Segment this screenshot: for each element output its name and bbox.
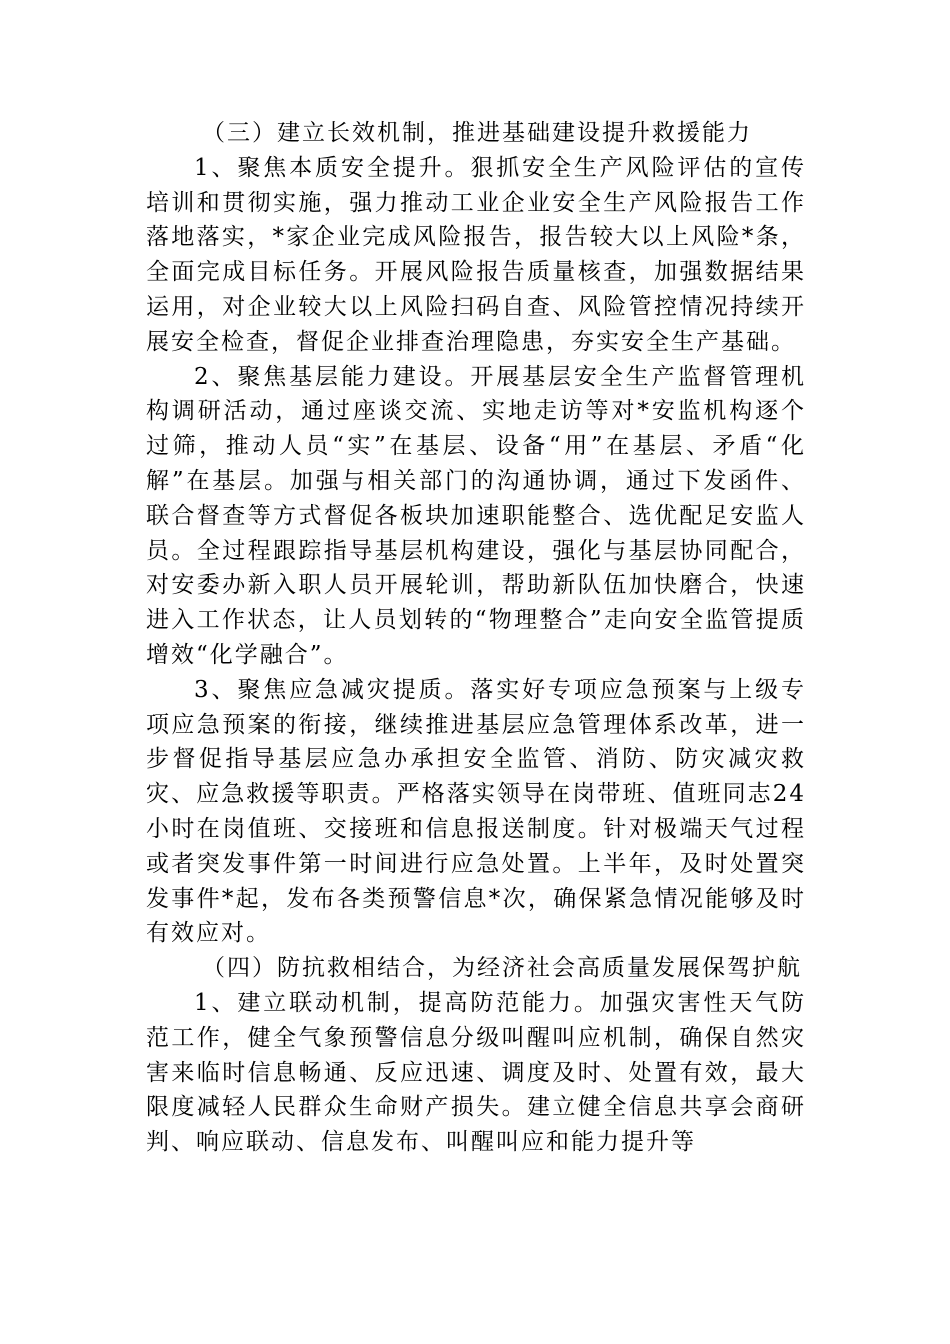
paragraph-item-1: 1、聚焦本质安全提升。狠抓安全生产风险评估的宣传培训和贯彻实施，强力推动工业企业安全生产风险报告工作落地落实，*家企业完成风险报告，报告较大以上风险*条，全面完成目标任务。开展风险报告质量核查，加强数据结果运用，对企业较大以上风险扫码自查、风险管控情况持续开展安全检查，督促企业排查治理隐患，夯实安全生产基础。 <box>146 154 806 355</box>
document-page <box>146 116 806 1160</box>
section-heading-4: （四）防抗救相结合，为经济社会高质量发展保驾护航 <box>202 955 802 982</box>
section-heading-3: （三）建立长效机制，推进基础建设提升救援能力 <box>202 120 752 146</box>
paragraph-item-3: 3、聚焦应急减灾提质。落实好专项应急预案与上级专项应急预案的衔接，继续推进基层应急管理体系改革，进一步督促指导基层应急办承担安全监管、消防、防灾减灾救灾、应急救援等职责。严格落实领导在岗带班、值班同志24小时在岗值班、交接班和信息报送制度。针对极端天气过程或者突发事件第一时间进行应急处置。上半年，及时处置突发事件*起，发布各类预警信息*次，确保紧急情况能够及时有效应对。 <box>146 676 806 947</box>
paragraph-item-4-1: 1、建立联动机制，提高防范能力。加强灾害性天气防范工作，健全气象预警信息分级叫醒叫应机制，确保自然灾害来临时信息畅通、反应迅速、调度及时、处置有效，最大限度减轻人民群众生命财产损失。建立健全信息共享会商研判、响应联动、信息发布、叫醒叫应和能力提升等 <box>146 989 806 1156</box>
paragraph-item-2: 2、聚焦基层能力建设。开展基层安全生产监督管理机构调研活动，通过座谈交流、实地走访等对*安监机构逐个过筛，推动人员“实”在基层、设备“用”在基层、矛盾“化解”在基层。加强与相关部门的沟通协调，通过下发函件、联合督查等方式督促各板块加速职能整合、选优配足安监人员。全过程跟踪指导基层机构建设，强化与基层协同配合，对安委办新入职人员开展轮训，帮助新队伍加快磨合，快速进入工作状态，让人员划转的“物理整合”走向安全监管提质增效“化学融合”。 <box>146 363 806 668</box>
